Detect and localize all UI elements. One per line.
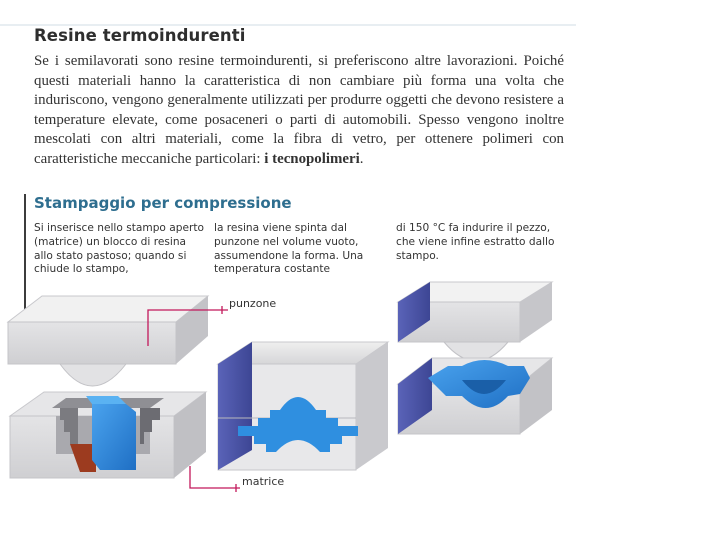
intro-text: Se i semilavorati sono resine termoindurenti, si preferiscono altre lavorazioni. Poiché questi materiali hanno la caratteristica di non cambiare più forma una volta che induriscono, vengono generalmente utilizzati per produrre oggetti che devono resistere a temperature elevate, come posaceneri o parti di automobili. Spesso vengono inoltre mescolati con altri materiali, come la fibra di vetro, per ottenere polimeri con caratteristiche meccaniche particolari: [34,53,564,167]
page-title: Resine termoindurenti [34,26,246,45]
punzone-label: punzone [229,297,277,310]
mold-3-extracted [398,282,552,434]
mold-1-open [8,296,208,478]
intro-text-end: . [359,150,364,167]
compression-molding-illustration [0,24,576,512]
textbook-page [0,24,576,512]
mold-2-closed [218,342,388,470]
step-text-2: la resina viene spinta dal punzone nel volume vuoto, assumendone la forma. Una temperatura costante [214,222,364,276]
matrice-label: matrice [242,475,285,488]
intro-bold-term: i tecnopolimeri [264,150,360,167]
step-text-1: Si inserisce nello stampo aperto (matrice) un blocco di resina allo stato pastoso; quando si chiude lo stampo, [34,222,205,276]
step-text-3: di 150 °C fa indurire il pezzo, che viene infine estratto dallo stampo. [396,222,555,262]
section-subtitle: Stampaggio per compressione [34,194,292,212]
